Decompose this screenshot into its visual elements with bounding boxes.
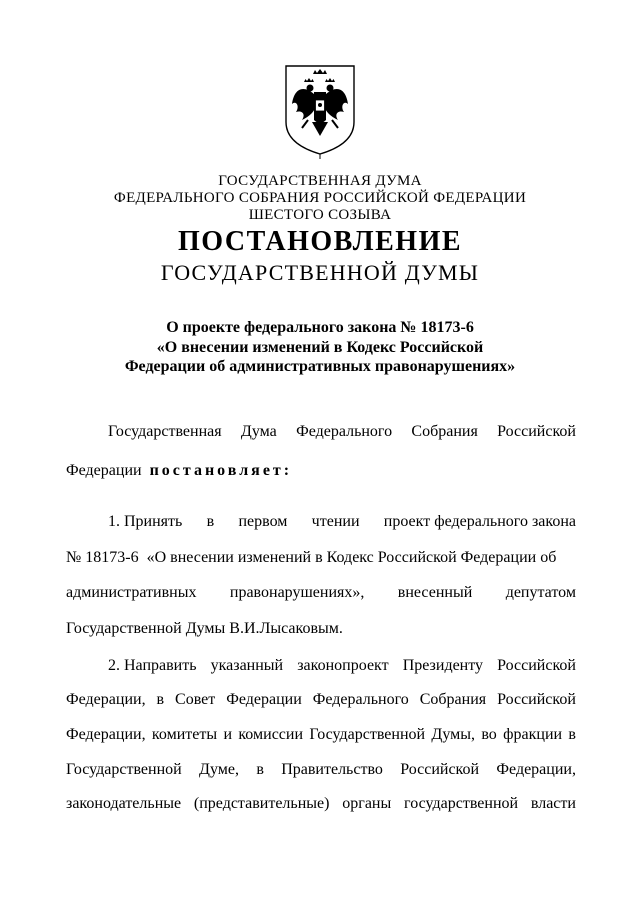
resolves-word: постановляет:: [149, 462, 293, 479]
word: Федерации,: [496, 761, 576, 778]
word: и: [223, 726, 232, 743]
word: комиссии: [238, 726, 304, 743]
word: Российской: [497, 691, 576, 708]
word: фракции: [503, 726, 563, 743]
word: Собрания: [419, 691, 487, 708]
word: Совет: [175, 691, 216, 708]
line-text: Государственной Думы В.И.Лысаковым.: [66, 620, 343, 637]
word: Федерации,: [66, 691, 146, 708]
title-line-3: Федерации об административных правонарушениях»: [124, 358, 516, 375]
word: Государственной: [309, 726, 426, 743]
word: Российской: [497, 423, 576, 440]
word: Федерального: [296, 423, 393, 440]
word: в: [156, 691, 165, 708]
title-line-1: О проекте федерального закона № 18173-6: [166, 319, 474, 336]
word: Федерации: [66, 462, 142, 479]
word: 1. Принять: [108, 513, 183, 530]
word: во: [481, 726, 497, 743]
title-line-2: «О внесении изменений в Кодекс Российской: [156, 339, 484, 356]
word: Государственная: [108, 423, 222, 440]
word: (представительные): [193, 795, 330, 812]
word: Государственной: [66, 761, 182, 778]
body-line: [66, 726, 576, 744]
word: в: [256, 761, 264, 778]
header-line-2: ФЕДЕРАЛЬНОГО СОБРАНИЯ РОССИЙСКОЙ ФЕДЕРАЦИИ: [113, 190, 527, 206]
body-line: [108, 423, 576, 441]
word: органы: [342, 795, 392, 812]
word: Правительство: [281, 761, 383, 778]
word: Федерального: [312, 691, 409, 708]
header-line-1: ГОСУДАРСТВЕННАЯ ДУМА: [218, 173, 422, 189]
line-text: № 18173-6 «О внесении изменений в Кодекс Российской Федерации об: [66, 549, 557, 566]
body-line: [66, 462, 576, 480]
body-line: [66, 549, 576, 567]
word: чтении: [311, 513, 360, 530]
word: в: [568, 726, 576, 743]
body-line: [66, 691, 576, 709]
word: первом: [238, 513, 288, 530]
word: Думе,: [199, 761, 239, 778]
word: внесенный: [397, 584, 473, 601]
word: Федерации,: [66, 726, 146, 743]
word: Российской: [497, 657, 576, 674]
word: Федерации: [226, 691, 302, 708]
word: депутатом: [505, 584, 576, 601]
word: Дума: [240, 423, 277, 440]
word: Президенту: [402, 657, 484, 674]
header-line-3: ШЕСТОГО СОЗЫВА: [248, 207, 392, 223]
word: правонарушениях»,: [229, 584, 365, 601]
word: законодательные: [66, 795, 182, 812]
word: проект федерального закона: [383, 513, 576, 530]
word: административных: [66, 584, 197, 601]
body-line: [66, 761, 576, 779]
word: власти: [530, 795, 576, 812]
word: Российской: [400, 761, 480, 778]
body-line: [66, 795, 576, 813]
word: в: [206, 513, 215, 530]
word: Собрания: [411, 423, 478, 440]
body-line: [66, 584, 576, 602]
doc-subtype-heading: ГОСУДАРСТВЕННОЙ ДУМЫ: [160, 260, 480, 285]
word: указанный: [210, 657, 284, 674]
body-line: [66, 620, 576, 638]
word: 2. Направить: [108, 657, 197, 674]
word: Думы,: [431, 726, 475, 743]
doc-type-heading: ПОСТАНОВЛЕНИЕ: [177, 226, 463, 257]
word: государственной: [404, 795, 519, 812]
body-line: [108, 657, 576, 675]
coat-of-arms-emblem: [272, 60, 368, 160]
word: законопроект: [297, 657, 389, 674]
word: комитеты: [151, 726, 218, 743]
body-line: [108, 513, 576, 531]
